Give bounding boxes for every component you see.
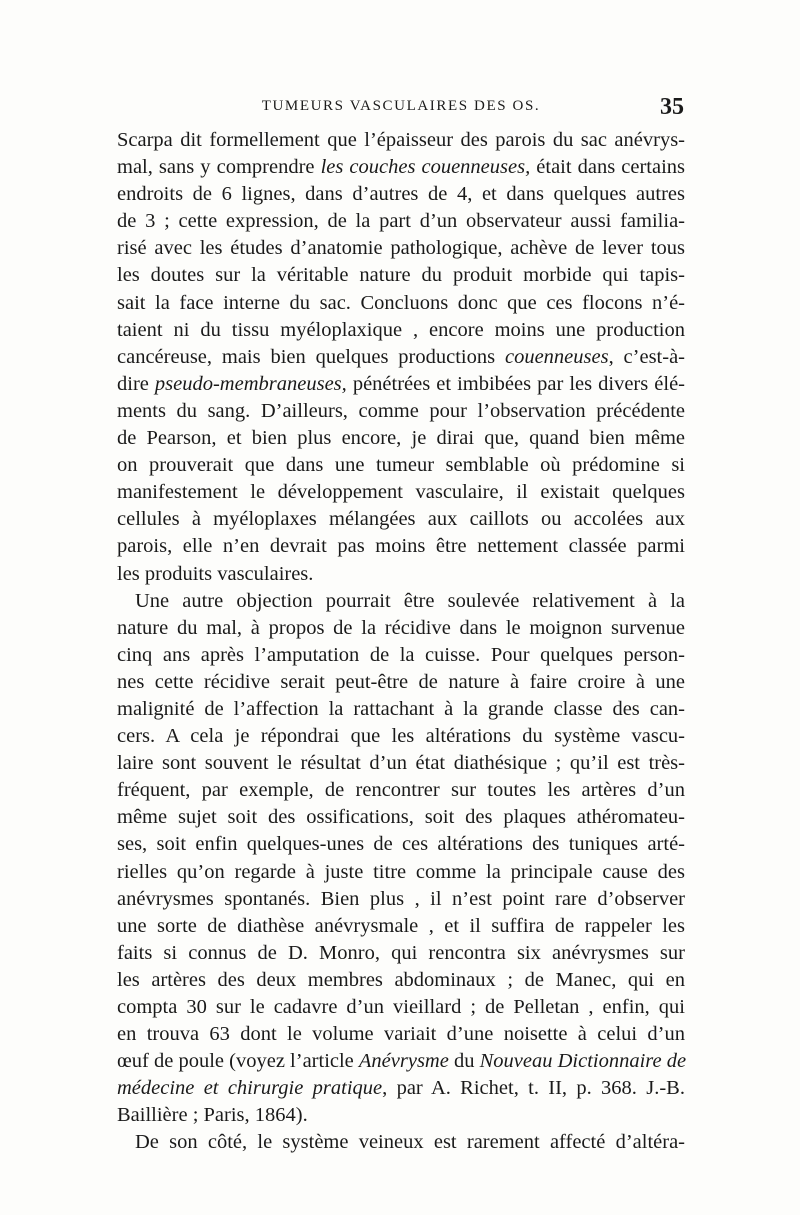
text-run: les doutes sur la véritable nature du produit morbide qui tapis- — [117, 264, 685, 287]
text-line — [117, 750, 685, 777]
text-run: du — [448, 1050, 480, 1073]
text-line — [117, 1075, 685, 1102]
text-line — [117, 425, 685, 452]
text-line — [117, 262, 685, 289]
text-run: endroits de 6 lignes, dans d’autres de 4, et dans quelques autres — [117, 183, 685, 206]
text-line — [117, 317, 685, 344]
text-run: mal, sans y comprendre — [117, 156, 321, 179]
text-run: œuf de poule (voyez l’article — [117, 1050, 359, 1073]
text-line — [117, 1129, 685, 1156]
text-line — [117, 777, 685, 804]
text-line — [117, 506, 685, 533]
text-line — [117, 804, 685, 831]
text-run: manifestement le développement vasculaire, il existait quelques — [117, 481, 685, 504]
text-run: Baillière ; Paris, 1864). — [117, 1104, 308, 1127]
text-line — [117, 479, 685, 506]
text-run: risé avec les études d’anatomie pathologique, achève de lever tous — [117, 237, 685, 260]
text-run: rielles qu’on regarde à juste titre comme la principale cause des — [117, 860, 685, 883]
text-run: cancéreuse, mais bien quelques productions — [117, 345, 505, 368]
text-run: nes cette récidive serait peut-être de nature à faire croire à une — [117, 670, 685, 693]
text-run: les artères des deux membres abdominaux ; de Manec, qui en — [117, 968, 685, 991]
text-line — [117, 859, 685, 886]
text-run: les produits vasculaires. — [117, 562, 314, 585]
text-line — [117, 344, 685, 371]
text-line — [117, 994, 685, 1021]
text-line — [117, 1048, 685, 1075]
text-line — [117, 452, 685, 479]
text-run: cers. A cela je répondrai que les altérations du système vascu- — [117, 725, 685, 748]
text-run: malignité de l’affection la rattachant à la grande classe des can- — [117, 697, 685, 720]
text-run: dire — [117, 372, 155, 395]
running-head — [118, 96, 684, 124]
text-line — [117, 967, 685, 994]
text-run: Scarpa dit formellement que l’épaisseur des parois du sac anévrys- — [117, 129, 685, 151]
text-run: ses, soit enfin quelques-unes de ces altérations des tuniques arté- — [117, 833, 685, 856]
text-run: faits si connus de D. Monro, qui rencontra six anévrysmes sur — [117, 941, 685, 964]
italic-text: couenneuses — [504, 345, 609, 368]
text-run: Une autre objection pourrait être soulevée relativement à la — [135, 589, 685, 612]
running-title: TUMEURS VASCULAIRES DES OS. — [261, 98, 541, 114]
text-run: nature du mal, à propos de la récidive dans le moignon survenue — [117, 616, 685, 639]
text-run: sait la face interne du sac. Concluons donc que ces flocons n’é- — [117, 291, 685, 314]
italic-text: les couches couenneuses, — [320, 156, 531, 179]
text-run: parois, elle n’en devrait pas moins être nettement classée parmi — [117, 535, 685, 558]
text-run: cellules à myéloplaxes mélangées aux caillots ou accolées aux — [117, 508, 685, 531]
text-line — [117, 290, 685, 317]
text-line — [117, 642, 685, 669]
italic-text: Nouveau Dictionnaire de — [479, 1050, 687, 1073]
text-run: laire sont souvent le résultat d’un état diathésique ; qu’il est très- — [117, 752, 685, 775]
text-line — [117, 181, 685, 208]
text-line — [117, 561, 685, 588]
text-line — [117, 371, 685, 398]
text-line — [117, 940, 685, 967]
text-run: même sujet soit des ossifications, soit des plaques athéromateu- — [117, 806, 685, 829]
text-run: De son côté, le système veineux est rarement affecté d’altéra- — [135, 1131, 685, 1154]
text-line — [117, 723, 685, 750]
text-run: on prouverait que dans une tumeur semblable où prédomine si — [117, 454, 685, 477]
text-line — [117, 1102, 685, 1129]
text-line — [117, 235, 685, 262]
text-line — [117, 588, 685, 615]
text-line — [117, 154, 685, 181]
text-run: une sorte de diathèse anévrysmale , et il suffira de rappeler les — [117, 914, 685, 937]
text-line — [117, 669, 685, 696]
page-number: 35 — [660, 94, 684, 120]
text-run: , c’est-à- — [608, 345, 686, 368]
text-run: anévrysmes spontanés. Bien plus , il n’est point rare d’observer — [117, 887, 685, 910]
text-run: fréquent, par exemple, de rencontrer sur toutes les artères d’un — [117, 779, 685, 802]
text-run: compta 30 sur le cadavre d’un vieillard ; de Pelletan , enfin, qui — [117, 996, 685, 1018]
text-line — [117, 913, 685, 940]
text-run: en trouva 63 dont le volume variait d’une noisette à celui d’un — [117, 1023, 685, 1046]
text-run: taient ni du tissu myéloplaxique , encore moins une production — [117, 318, 685, 341]
body-text — [117, 127, 685, 1157]
italic-text: Anévrysme — [358, 1050, 449, 1073]
text-run: pénétrées et imbibées par les divers élé- — [346, 372, 685, 395]
text-line — [117, 886, 685, 913]
text-line — [117, 615, 685, 642]
text-line — [117, 1021, 685, 1048]
text-line — [117, 208, 685, 235]
text-line — [117, 127, 685, 154]
italic-text: pseudo-membraneuses, — [154, 372, 347, 395]
text-line — [117, 696, 685, 723]
text-run: , par A. Richet, t. II, p. 368. J.-B. — [382, 1077, 685, 1100]
text-run: était dans certains — [530, 156, 685, 179]
text-run: de Pearson, et bien plus encore, je dirai que, quand bien même — [117, 427, 685, 450]
italic-text: médecine et chirurgie pratique — [117, 1077, 383, 1100]
text-line — [117, 398, 685, 425]
text-run: cinq ans après l’amputation de la cuisse. Pour quelques person- — [117, 643, 685, 666]
text-run: de 3 ; cette expression, de la part d’un observateur aussi familia- — [117, 210, 685, 233]
text-line — [117, 533, 685, 560]
text-run: ments du sang. D’ailleurs, comme pour l’observation précédente — [117, 399, 685, 422]
text-line — [117, 831, 685, 858]
